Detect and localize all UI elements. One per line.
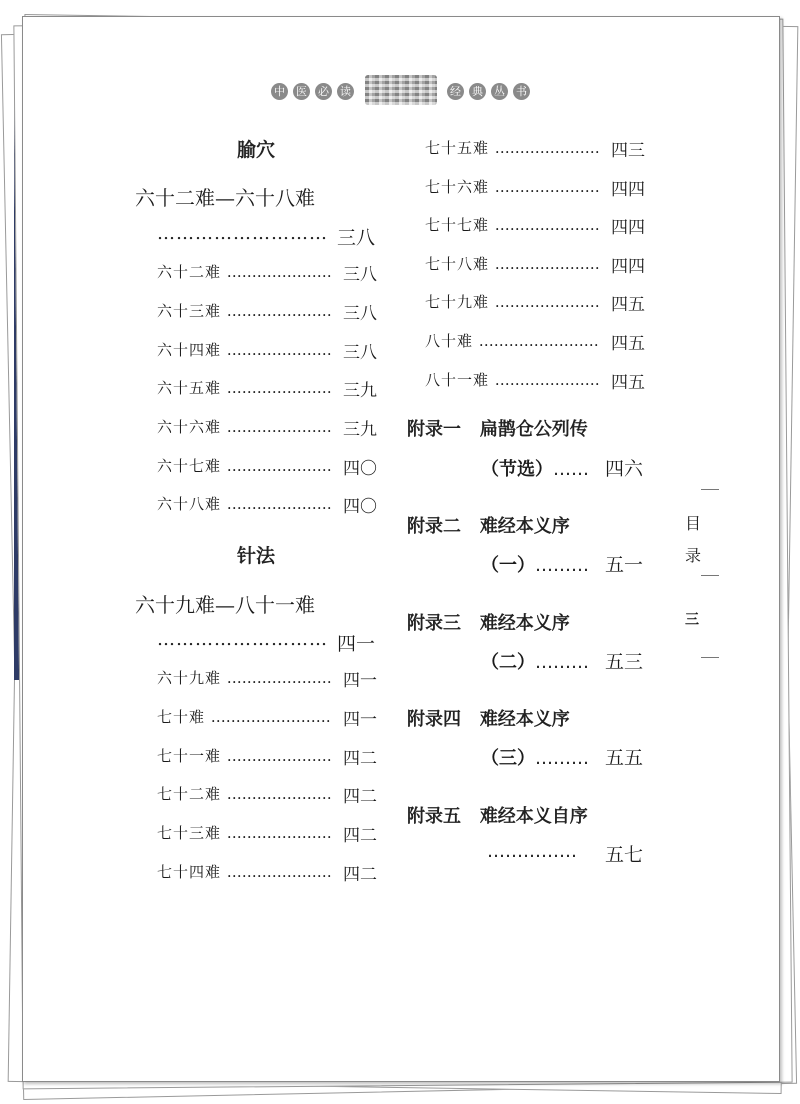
page-number: 四五 <box>611 334 645 354</box>
leader-dots: ………………… <box>226 457 332 475</box>
leader-dots: ………………… <box>494 216 600 234</box>
entry-label: 六十四难 <box>157 341 222 359</box>
header-char: 经 <box>447 83 464 100</box>
entry-label: 七十六难 <box>425 178 490 196</box>
leader-dots: ………………… <box>226 341 332 359</box>
entry-label: 七十四难 <box>157 863 222 881</box>
leader-dots: ………………… <box>494 255 600 273</box>
entry-label: 七十三难 <box>157 824 222 842</box>
appendix-sub: （一） <box>481 555 535 576</box>
entry-label: 七十五难 <box>425 139 490 157</box>
entry-label: 六十九难 <box>157 669 222 687</box>
appendix-title: 难经本义自序 <box>479 806 588 827</box>
page-number: 四五 <box>611 373 645 393</box>
leader-dots: ……… <box>535 748 589 769</box>
appendix-label: 附录三 <box>407 613 461 634</box>
toc-entry[interactable] <box>157 339 332 360</box>
page-number: 四二 <box>343 865 377 885</box>
appendix-title: 难经本义序 <box>479 709 570 730</box>
entry-label: 八十一难 <box>425 371 490 389</box>
leader-dots: ………………… <box>494 293 600 311</box>
leader-dots: ……… <box>535 652 589 673</box>
entry-label: 七十八难 <box>425 255 490 273</box>
header-char: 中 <box>271 83 288 100</box>
appendix-label: 附录四 <box>407 709 461 730</box>
appendix-label: 附录一 <box>407 419 461 440</box>
toc-entry[interactable] <box>425 137 600 158</box>
page-number: 三八 <box>343 265 377 285</box>
leader-dots: ………………… <box>226 747 332 765</box>
appendix-sub: （三） <box>481 748 535 769</box>
entry-label: 六十二难 <box>157 263 222 281</box>
leader-dots: ………………… <box>226 263 332 281</box>
appendix-entry[interactable] <box>407 609 570 635</box>
leader-dots: ……………………… <box>157 223 328 244</box>
leader-dots: ………………… <box>226 824 332 842</box>
page-number: 三八 <box>343 343 377 363</box>
toc-entry[interactable] <box>157 455 332 476</box>
entry-label: 八十难 <box>425 332 474 350</box>
leader-dots: …………… <box>487 841 577 862</box>
entry-label: 七十一难 <box>157 747 222 765</box>
page-number: 四四 <box>611 180 645 200</box>
appendix-title: 扁鹊仓公列传 <box>479 419 588 440</box>
header-char: 医 <box>293 83 310 100</box>
header-char: 典 <box>469 83 486 100</box>
appendix-subline <box>481 551 589 577</box>
section-title-zhenfa: 针法 <box>237 545 276 567</box>
appendix-title: 难经本义序 <box>479 516 570 537</box>
toc-entry[interactable] <box>157 416 332 437</box>
toc-entry[interactable] <box>425 214 600 235</box>
page-number: 四三 <box>611 141 645 161</box>
header-char: 书 <box>513 83 530 100</box>
side-tab-char: 目 <box>685 514 702 533</box>
page-number: 四〇 <box>343 459 377 479</box>
page-number: 四一 <box>337 633 376 655</box>
leader-dots: ………………… <box>494 371 600 389</box>
leader-dots: ………………… <box>226 495 332 513</box>
appendix-subline <box>487 841 577 862</box>
page-number: 四一 <box>343 671 377 691</box>
toc-entry[interactable] <box>157 822 332 843</box>
page-number: 四〇 <box>343 497 377 517</box>
toc-entry[interactable] <box>425 330 599 351</box>
header-char: 读 <box>337 83 354 100</box>
page-number: 四四 <box>611 218 645 238</box>
appendix-label: 附录二 <box>407 516 461 537</box>
side-tab-divider <box>701 657 719 658</box>
toc-entry[interactable] <box>157 706 331 727</box>
entry-label: 七十二难 <box>157 785 222 803</box>
toc-entry[interactable] <box>157 783 332 804</box>
appendix-sub: （节选） <box>481 459 553 480</box>
appendix-entry[interactable] <box>407 415 588 441</box>
entry-label: 七十难 <box>157 708 206 726</box>
page-number: 三八 <box>337 227 376 249</box>
entry-label: 六十五难 <box>157 379 222 397</box>
entry-label: 七十七难 <box>425 216 490 234</box>
page-number: 四二 <box>343 826 377 846</box>
entry-label: 七十九难 <box>425 293 490 311</box>
toc-entry[interactable] <box>157 377 332 398</box>
toc-entry[interactable] <box>425 369 600 390</box>
leader-dots: ………………… <box>226 669 332 687</box>
toc-entry[interactable] <box>425 291 600 312</box>
leader-dots: ………………… <box>494 139 600 157</box>
leader-dots: …… <box>553 459 589 480</box>
leader-dots: ……… <box>535 555 589 576</box>
page-number: 四二 <box>343 787 377 807</box>
appendix-title: 难经本义序 <box>479 613 570 634</box>
section-title-shuxue: 腧穴 <box>237 139 276 161</box>
page-number: 三八 <box>343 304 377 324</box>
appendix-entry[interactable] <box>407 802 588 828</box>
page-number: 四四 <box>611 257 645 277</box>
leader-dots: ………………… <box>226 379 332 397</box>
leader-dots: …………………… <box>478 332 599 350</box>
page-number: 四五 <box>611 295 645 315</box>
appendix-label: 附录五 <box>407 806 461 827</box>
group-title: 六十九难—八十一难 <box>135 593 315 617</box>
toc-entry[interactable] <box>157 861 332 882</box>
header-char: 必 <box>315 83 332 100</box>
toc-entry[interactable] <box>157 667 332 688</box>
appendix-entry[interactable] <box>407 512 570 538</box>
leader-dots: ………………… <box>226 302 332 320</box>
leader-dots: ……………………… <box>157 629 328 650</box>
appendix-entry[interactable] <box>407 705 570 731</box>
header-char: 丛 <box>491 83 508 100</box>
page-number: 五一 <box>605 554 644 576</box>
group-leader-line <box>157 629 328 650</box>
side-tab-divider <box>701 575 719 576</box>
entry-label: 六十七难 <box>157 457 222 475</box>
folio-page-number: 三 <box>685 612 699 628</box>
page-number: 三九 <box>343 381 377 401</box>
toc-entry[interactable] <box>425 253 600 274</box>
toc-entry[interactable] <box>157 493 332 514</box>
appendix-subline <box>481 455 589 481</box>
toc-entry[interactable] <box>157 300 332 321</box>
toc-entry[interactable] <box>425 176 600 197</box>
entry-label: 六十三难 <box>157 302 222 320</box>
leader-dots: ………………… <box>226 418 332 436</box>
leader-dots: ………………… <box>226 785 332 803</box>
leader-dots: …………………… <box>210 708 331 726</box>
page-number: 四一 <box>343 710 377 730</box>
series-header <box>271 73 531 107</box>
page-number: 四二 <box>343 749 377 769</box>
toc-entry[interactable] <box>157 745 332 766</box>
toc-page <box>22 16 780 1082</box>
page-number: 四六 <box>605 458 644 480</box>
entry-label: 六十八难 <box>157 495 222 513</box>
toc-entry[interactable] <box>157 261 332 282</box>
page-number: 五七 <box>605 844 644 866</box>
side-tab-char: 录 <box>685 546 702 565</box>
page-number: 五五 <box>605 747 644 769</box>
series-logo <box>365 75 437 105</box>
appendix-sub: （二） <box>481 652 535 673</box>
appendix-subline <box>481 648 589 674</box>
leader-dots: ………………… <box>494 178 600 196</box>
entry-label: 六十六难 <box>157 418 222 436</box>
page-number: 三九 <box>343 420 377 440</box>
appendix-subline <box>481 744 589 770</box>
group-leader-line <box>157 223 328 244</box>
group-title: 六十二难—六十八难 <box>135 186 315 210</box>
side-tab-divider <box>701 489 719 490</box>
leader-dots: ………………… <box>226 863 332 881</box>
page-number: 五三 <box>605 651 644 673</box>
